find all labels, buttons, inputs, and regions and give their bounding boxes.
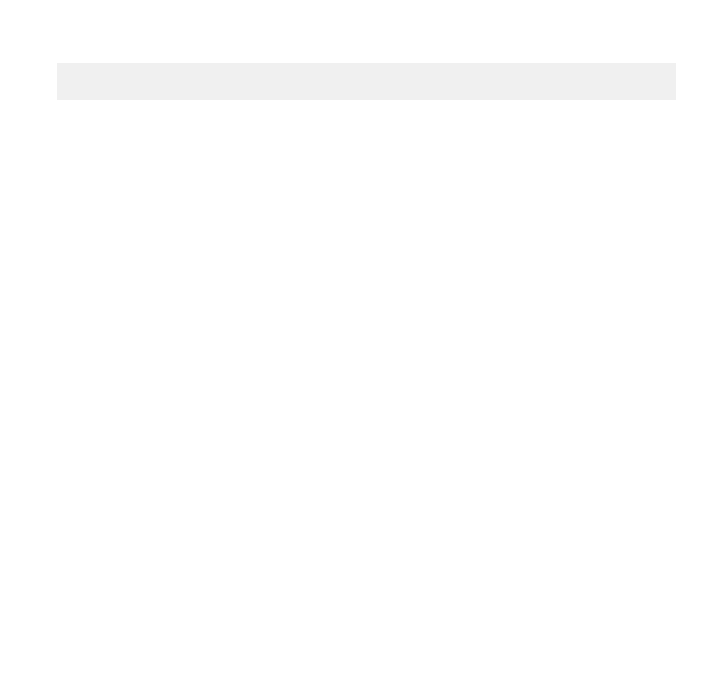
brutto-summary-bar [57,63,676,100]
